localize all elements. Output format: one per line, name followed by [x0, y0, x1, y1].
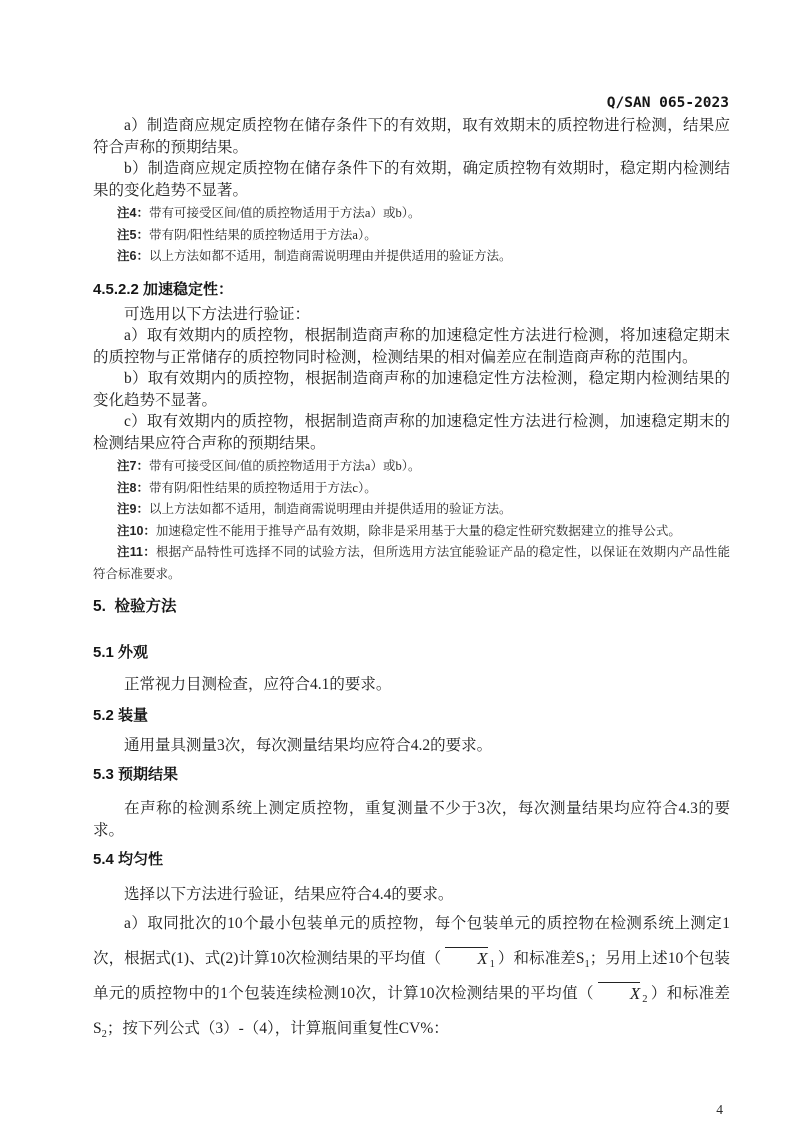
- note-8: [93, 478, 730, 500]
- accelerated-stability-method-b: b）取有效期内的质控物，根据制造商声称的加速稳定性方法检测，稳定期内检测结果的变化趋势不显著。: [93, 370, 730, 409]
- accelerated-stability-method-a: a）取有效期内的质控物，根据制造商声称的加速稳定性方法进行检测，将加速稳定期末的质控物与正常储存的质控物同时检测，检测结果的相对偏差应在制造商声称的范围内。: [93, 327, 730, 366]
- s1-subscript: 1: [584, 958, 590, 970]
- note-9: [93, 499, 730, 521]
- storage-stability-method-b: b）制造商应规定质控物在储存条件下的有效期，确定质控物有效期时，稳定期内检测结果的变化趋势不显著。: [93, 160, 730, 199]
- chapter-5-heading: 5. 检验方法: [93, 598, 177, 615]
- formula-segment-3: ；另用上述10个包装单元的质控物中的1个包装连续检测10次，计算10次检测结果的平均值（: [93, 949, 731, 1002]
- document-code: Q/SAN 065-2023: [606, 95, 729, 111]
- formula-segment-2: ）和标准差S: [497, 949, 585, 967]
- xbar2-symbol: [594, 983, 651, 1005]
- note-5-label: 注5：: [117, 227, 149, 242]
- xbar1-subscript: 1: [489, 958, 495, 970]
- xbar1-symbol: [441, 948, 498, 970]
- accelerated-stability-intro: 可选用以下方法进行验证：: [124, 305, 311, 323]
- section-5-2-body: 通用量具测量3次，每次测量结果均应符合4.2的要求。: [124, 736, 493, 754]
- section-heading-4-5-2-2: 4.5.2.2 加速稳定性：: [93, 280, 234, 298]
- section-5-4-intro: 选择以下方法进行验证，结果应符合4.4的要求。: [124, 886, 454, 903]
- section-5-1-heading: 5.1 外观: [93, 644, 149, 661]
- note-6-text: 以上方法如都不适用，制造商需说明理由并提供适用的验证方法。: [148, 249, 512, 263]
- formula-segment-5: ；按下列公式（3）-（4），计算瓶间重复性CV%：: [106, 1019, 449, 1037]
- overline-bar-icon: [445, 947, 487, 948]
- note-7-label: 注7：: [117, 459, 149, 473]
- note-7: [93, 456, 730, 478]
- note-10: [93, 521, 730, 543]
- xbar2-subscript: 2: [642, 993, 648, 1005]
- xbar2-letter: [597, 982, 642, 1002]
- note-11: [93, 542, 730, 585]
- note-5-text: 带有阴/阳性结果的质控物适用于方法a）。: [148, 227, 377, 242]
- notes-group-2: [93, 456, 730, 585]
- notes-group-1: [93, 203, 730, 268]
- accelerated-stability-method-c: c）取有效期内的质控物，根据制造商声称的加速稳定性方法进行检测，加速稳定期末的检测结果应符合声称的预期结果。: [93, 413, 730, 452]
- section-5-4-heading: 5.4 均匀性: [93, 851, 164, 868]
- note-9-text: 以上方法如都不适用，制造商需说明理由并提供适用的验证方法。: [148, 502, 512, 516]
- note-10-label: 注10：: [117, 523, 156, 538]
- formula-segment-4: ）和标准差S: [93, 984, 730, 1037]
- section-5-3-body: 在声称的检测系统上测定质控物，重复测量不少于3次，每次测量结果均应符合4.3的要求。: [93, 800, 730, 839]
- note-4: [93, 203, 730, 225]
- section-5-2-heading: 5.2 装量: [93, 706, 149, 724]
- note-11-text: 根据产品特性可选择不同的试验方法，但所选用方法宜能验证产品的稳定性，以保证在效期内产品性能符合标准要求。: [93, 545, 730, 581]
- s2-subscript: 2: [101, 1028, 107, 1040]
- formula-segment-1: a）取同批次的10个最小包装单元的质控物，每个包装单元的质控物在检测系统上测定1次，根据式(1)、式(2)计算10次检测结果的平均值（: [93, 914, 730, 967]
- note-8-label: 注8：: [117, 480, 149, 495]
- section-5-3-heading: 5.3 预期结果: [93, 766, 179, 783]
- storage-stability-method-a: a）制造商应规定质控物在储存条件下的有效期，取有效期末的质控物进行检测，结果应符合声称的预期结果。: [93, 117, 730, 156]
- page-content: [93, 115, 730, 1046]
- note-7-text: 带有可接受区间/值的质控物适用于方法a）或b）。: [148, 459, 421, 473]
- note-4-text: 带有可接受区间/值的质控物适用于方法a）或b）。: [148, 206, 421, 220]
- overline-bar-icon: [598, 982, 640, 983]
- note-8-text: 带有阴/阳性结果的质控物适用于方法c）。: [148, 480, 377, 495]
- note-9-label: 注9：: [117, 502, 149, 516]
- page-number: 4: [716, 1102, 723, 1117]
- xbar1-x: X: [477, 948, 488, 968]
- xbar1-letter: [444, 947, 489, 967]
- note-11-label: 注11：: [117, 545, 156, 559]
- note-6: [93, 246, 730, 268]
- note-4-label: 注4：: [117, 206, 149, 220]
- note-6-label: 注6：: [117, 249, 149, 263]
- note-5: [93, 225, 730, 247]
- xbar2-x: X: [629, 983, 641, 1003]
- section-5-1-body: 正常视力目测检查，应符合4.1的要求。: [124, 676, 392, 693]
- uniformity-method-a-formula-paragraph: [93, 906, 730, 1046]
- note-10-text: 加速稳定性不能用于推导产品有效期，除非是采用基于大量的稳定性研究数据建立的推导公式。: [155, 523, 681, 538]
